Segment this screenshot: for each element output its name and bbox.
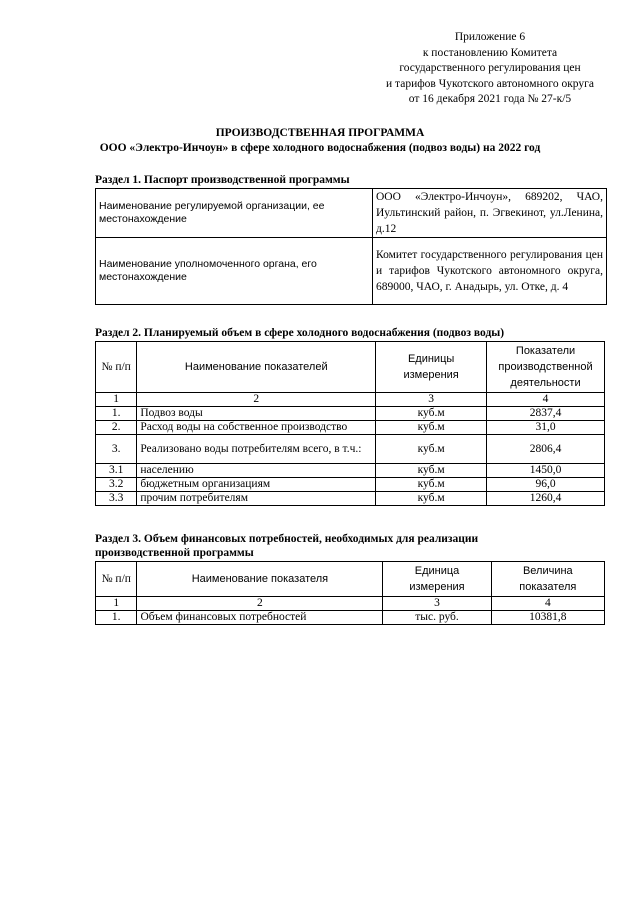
row-value: 31,0	[487, 421, 605, 435]
row-value: 96,0	[487, 478, 605, 492]
row-number: 2.	[96, 421, 137, 435]
row-unit: куб.м	[376, 407, 487, 421]
col-header-value: Показатели производственной деятельности	[487, 342, 605, 393]
row-name: Расход воды на собственное производство	[137, 421, 376, 435]
appendix-line: и тарифов Чукотского автономного округа	[386, 77, 594, 90]
table-row	[96, 464, 605, 478]
page-subtitle: ООО «Электро-Инчоун» в сфере холодного водоснабжения (подвоз воды) на 2022 год	[99, 142, 541, 154]
row-unit: куб.м	[376, 478, 487, 492]
passport-label: Наименование регулируемой организации, ее местонахождение	[96, 189, 373, 238]
appendix-line: государственного регулирования цен	[399, 62, 581, 74]
appendix-line: к постановлению Комитета	[422, 46, 558, 59]
column-number: 2	[137, 393, 376, 407]
page-title: ПРОИЗВОДСТВЕННАЯ ПРОГРАММА	[215, 127, 425, 139]
column-number-row	[96, 597, 605, 611]
table-row	[96, 407, 605, 421]
column-number: 2	[137, 597, 383, 611]
table-header-row	[96, 562, 605, 597]
passport-table	[95, 188, 607, 305]
row-name: Объем финансовых потребностей	[137, 611, 383, 625]
passport-value: ООО «Электро-Инчоун», 689202, ЧАО, Иультинский район, п. Эгвекинот, ул.Ленина, д.12	[373, 189, 607, 238]
table-row	[96, 492, 605, 506]
col-header-number: № п/п	[96, 342, 137, 393]
column-number: 4	[487, 393, 605, 407]
section2-heading: Раздел 2. Планируемый объем в сфере холодного водоснабжения (подвоз воды)	[95, 327, 505, 339]
row-unit: куб.м	[376, 492, 487, 506]
column-number-row	[96, 393, 605, 407]
column-number: 3	[383, 597, 491, 611]
row-value: 2806,4	[487, 435, 605, 464]
row-number: 3.1	[96, 464, 137, 478]
table-row	[96, 238, 607, 305]
table-row	[96, 478, 605, 492]
row-unit: куб.м	[376, 464, 487, 478]
passport-value: Комитет государственного регулирования цен и тарифов Чукотского автономного округа, 689000, ЧАО, г. Анадырь, ул. Отке, д. 4	[373, 238, 607, 305]
appendix-block	[370, 30, 610, 108]
col-header-unit: Единицы измерения	[376, 342, 487, 393]
row-name: бюджетным организациям	[137, 478, 376, 492]
col-header-value: Величина показателя	[491, 562, 604, 597]
row-value: 1260,4	[487, 492, 605, 506]
col-header-name: Наименование показателя	[137, 562, 383, 597]
table-row	[96, 435, 605, 464]
row-unit: тыс. руб.	[383, 611, 491, 625]
row-number: 1.	[96, 407, 137, 421]
passport-label: Наименование уполномоченного органа, его местонахождение	[96, 238, 373, 305]
col-header-number: № п/п	[96, 562, 137, 597]
row-name: населению	[137, 464, 376, 478]
table-header-row	[96, 342, 605, 393]
row-value: 1450,0	[487, 464, 605, 478]
appendix-line: от 16 декабря 2021 года № 27-к/5	[408, 93, 572, 105]
section3-heading-line: Раздел 3. Объем финансовых потребностей, необходимых для реализации	[95, 533, 479, 545]
section3-heading	[95, 532, 478, 560]
row-unit: куб.м	[376, 435, 487, 464]
volume-table	[95, 341, 605, 506]
column-number: 1	[96, 393, 137, 407]
section3-heading-line: производственной программы	[95, 547, 254, 559]
row-name: Реализовано воды потребителям всего, в т.ч.:	[137, 435, 376, 464]
row-number: 3.	[96, 435, 137, 464]
row-unit: куб.м	[376, 421, 487, 435]
row-value: 10381,8	[491, 611, 604, 625]
table-row	[96, 611, 605, 625]
column-number: 3	[376, 393, 487, 407]
appendix-line: Приложение 6	[454, 31, 526, 43]
row-number: 3.3	[96, 492, 137, 506]
row-name: Подвоз воды	[137, 407, 376, 421]
finance-table	[95, 561, 605, 625]
section1-heading: Раздел 1. Паспорт производственной программы	[95, 174, 350, 186]
table-row	[96, 189, 607, 238]
table-row	[96, 421, 605, 435]
row-name: прочим потребителям	[137, 492, 376, 506]
col-header-unit: Единица измерения	[383, 562, 491, 597]
row-value: 2837,4	[487, 407, 605, 421]
column-number: 1	[96, 597, 137, 611]
column-number: 4	[491, 597, 604, 611]
row-number: 1.	[96, 611, 137, 625]
row-number: 3.2	[96, 478, 137, 492]
col-header-name: Наименование показателей	[137, 342, 376, 393]
